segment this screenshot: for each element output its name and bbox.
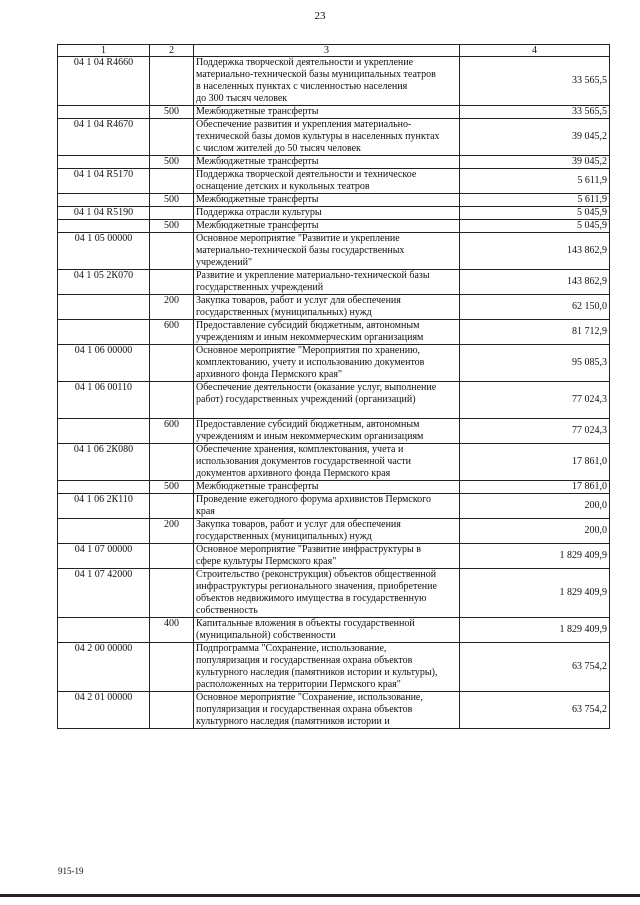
- header-col-2: 2: [150, 45, 194, 57]
- row-expense-type: 600: [150, 419, 194, 444]
- row-expense-type: [150, 444, 194, 481]
- row-description: [194, 207, 460, 220]
- description-line: Строительство (реконструкция) объектов общественной: [196, 569, 437, 580]
- table-row: [58, 57, 610, 106]
- row-amount: 63 754,2: [460, 643, 610, 692]
- table-row: [58, 106, 610, 119]
- table-row: [58, 382, 610, 419]
- row-description: [194, 220, 460, 233]
- table-row: [58, 295, 610, 320]
- row-amount: 62 150,0: [460, 295, 610, 320]
- row-expense-type: 500: [150, 220, 194, 233]
- row-code: [58, 295, 150, 320]
- row-code: 04 2 00 00000: [58, 643, 150, 692]
- description-line: популяризация и государственная охрана объектов: [196, 655, 413, 666]
- description-line: Поддержка творческой деятельности и укрепление: [196, 57, 414, 68]
- row-code: 04 1 06 00000: [58, 345, 150, 382]
- row-description: [194, 481, 460, 494]
- row-amount: 5 611,9: [460, 194, 610, 207]
- row-amount: 77 024,3: [460, 382, 610, 419]
- description-line: Подпрограмма "Сохранение, использование,: [196, 643, 387, 654]
- row-expense-type: [150, 169, 194, 194]
- footer-code: 915-19: [58, 866, 84, 876]
- row-code: [58, 220, 150, 233]
- table-row: [58, 220, 610, 233]
- row-code: 04 1 06 2К080: [58, 444, 150, 481]
- row-expense-type: [150, 57, 194, 106]
- row-expense-type: [150, 207, 194, 220]
- row-expense-type: [150, 270, 194, 295]
- row-code: [58, 156, 150, 169]
- row-code: [58, 320, 150, 345]
- table-body: [58, 57, 610, 729]
- table-row: [58, 194, 610, 207]
- row-expense-type: [150, 494, 194, 519]
- description-line: Основное мероприятие "Развитие инфраструктуры в: [196, 544, 421, 555]
- description-line: работ) государственных учреждений (организаций): [196, 394, 416, 405]
- description-line: культурного наследия (памятников истории и: [196, 716, 390, 727]
- row-amount: 1 829 409,9: [460, 544, 610, 569]
- table-row: [58, 419, 610, 444]
- description-line: архивного фонда Пермского края": [196, 369, 343, 380]
- row-code: [58, 519, 150, 544]
- description-line: Поддержка творческой деятельности и техническое: [196, 169, 417, 180]
- table-row: [58, 345, 610, 382]
- description-line: инфраструктуры регионального значения, приобретение: [196, 581, 437, 592]
- row-expense-type: 500: [150, 106, 194, 119]
- description-line: Предоставление субсидий бюджетным, автономным: [196, 320, 420, 331]
- description-line: Обеспечение деятельности (оказание услуг, выполнение: [196, 382, 437, 393]
- description-line: Межбюджетные трансферты: [196, 220, 319, 231]
- row-description: [194, 156, 460, 169]
- description-line: Межбюджетные трансферты: [196, 156, 319, 167]
- table-row: [58, 444, 610, 481]
- row-amount: 5 045,9: [460, 220, 610, 233]
- row-code: [58, 194, 150, 207]
- description-line: Обеспечение хранения, комплектования, учета и: [196, 444, 404, 455]
- description-line: края: [196, 506, 215, 517]
- row-description: [194, 233, 460, 270]
- description-line: в населенных пунктах с численностью населения: [196, 81, 408, 92]
- description-line: Проведение ежегодного форума архивистов Пермского: [196, 494, 432, 505]
- description-line: использования документов государственной части: [196, 456, 411, 467]
- row-expense-type: 200: [150, 519, 194, 544]
- row-amount: 33 565,5: [460, 106, 610, 119]
- row-amount: 1 829 409,9: [460, 569, 610, 618]
- row-description: [194, 494, 460, 519]
- description-line: до 300 тысяч человек: [196, 93, 288, 104]
- table-row: [58, 233, 610, 270]
- description-line: собственность: [196, 605, 258, 616]
- table-row: [58, 519, 610, 544]
- description-line: Развитие и укрепление материально-технической базы: [196, 270, 430, 281]
- row-code: 04 1 05 2К070: [58, 270, 150, 295]
- row-expense-type: [150, 119, 194, 156]
- table-row: [58, 119, 610, 156]
- row-description: [194, 569, 460, 618]
- row-code: [58, 106, 150, 119]
- row-amount: 1 829 409,9: [460, 618, 610, 643]
- table-row: [58, 156, 610, 169]
- table-row: [58, 618, 610, 643]
- description-line: государственных (муниципальных) нужд: [196, 307, 372, 318]
- row-expense-type: [150, 382, 194, 419]
- row-amount: 17 861,0: [460, 481, 610, 494]
- row-amount: 63 754,2: [460, 692, 610, 729]
- description-line: объектов недвижимого имущества в государственную: [196, 593, 427, 604]
- row-amount: 95 085,3: [460, 345, 610, 382]
- row-expense-type: 200: [150, 295, 194, 320]
- header-col-3: 3: [194, 45, 460, 57]
- description-line: учреждениям и иным некоммерческим организациям: [196, 332, 424, 343]
- description-line: Основное мероприятие "Мероприятия по хранению,: [196, 345, 421, 356]
- row-description: [194, 419, 460, 444]
- row-amount: 17 861,0: [460, 444, 610, 481]
- row-code: 04 1 05 00000: [58, 233, 150, 270]
- description-line: (муниципальной) собственности: [196, 630, 336, 641]
- description-line: технической базы домов культуры в населенных пунктах: [196, 131, 440, 142]
- row-expense-type: [150, 345, 194, 382]
- description-line: Предоставление субсидий бюджетным, автономным: [196, 419, 420, 430]
- row-code: 04 1 04 R4660: [58, 57, 150, 106]
- description-line: государственных (муниципальных) нужд: [196, 531, 372, 542]
- description-line: Основное мероприятие "Сохранение, использование,: [196, 692, 423, 703]
- page-bottom-edge: [0, 894, 640, 897]
- description-line: Межбюджетные трансферты: [196, 106, 319, 117]
- row-code: 04 1 04 R5190: [58, 207, 150, 220]
- table-row: [58, 169, 610, 194]
- row-description: [194, 295, 460, 320]
- row-description: [194, 382, 460, 419]
- table-row: [58, 569, 610, 618]
- row-description: [194, 618, 460, 643]
- header-col-1: 1: [58, 45, 150, 57]
- row-code: [58, 419, 150, 444]
- row-code: [58, 481, 150, 494]
- row-amount: 200,0: [460, 494, 610, 519]
- row-amount: 143 862,9: [460, 270, 610, 295]
- row-amount: 5 045,9: [460, 207, 610, 220]
- row-expense-type: 400: [150, 618, 194, 643]
- row-code: 04 1 07 42000: [58, 569, 150, 618]
- description-line: государственных учреждений: [196, 282, 324, 293]
- row-description: [194, 444, 460, 481]
- row-description: [194, 692, 460, 729]
- table-row: [58, 320, 610, 345]
- row-amount: 81 712,9: [460, 320, 610, 345]
- description-line: учреждениям и иным некоммерческим организациям: [196, 431, 424, 442]
- row-expense-type: 500: [150, 156, 194, 169]
- table-row: [58, 207, 610, 220]
- row-expense-type: [150, 569, 194, 618]
- description-line: Межбюджетные трансферты: [196, 481, 319, 492]
- row-description: [194, 320, 460, 345]
- row-description: [194, 544, 460, 569]
- row-amount: 77 024,3: [460, 419, 610, 444]
- row-expense-type: [150, 544, 194, 569]
- row-amount: 200,0: [460, 519, 610, 544]
- description-line: Межбюджетные трансферты: [196, 194, 319, 205]
- row-description: [194, 519, 460, 544]
- table-row: [58, 692, 610, 729]
- description-line: оснащение детских и кукольных театров: [196, 181, 370, 192]
- row-expense-type: [150, 233, 194, 270]
- row-expense-type: 500: [150, 194, 194, 207]
- description-line: Капитальные вложения в объекты государственной: [196, 618, 415, 629]
- row-amount: 143 862,9: [460, 233, 610, 270]
- description-line: Поддержка отрасли культуры: [196, 207, 322, 218]
- description-line: материально-технической базы государственных: [196, 245, 405, 256]
- description-line: сфере культуры Пермского края": [196, 556, 337, 567]
- row-code: [58, 618, 150, 643]
- row-description: [194, 345, 460, 382]
- description-line: Закупка товаров, работ и услуг для обеспечения: [196, 519, 401, 530]
- table-row: [58, 643, 610, 692]
- row-expense-type: 600: [150, 320, 194, 345]
- row-description: [194, 194, 460, 207]
- description-line: материально-технической базы муниципальных театров: [196, 69, 436, 80]
- description-line: документов архивного фонда Пермского края: [196, 468, 391, 479]
- description-line: Закупка товаров, работ и услуг для обеспечения: [196, 295, 401, 306]
- table-row: [58, 481, 610, 494]
- row-description: [194, 119, 460, 156]
- description-line: культурного наследия (памятников истории и культуры),: [196, 667, 438, 678]
- row-code: 04 1 06 00110: [58, 382, 150, 419]
- row-amount: 5 611,9: [460, 169, 610, 194]
- description-line: [196, 406, 457, 418]
- row-description: [194, 106, 460, 119]
- description-line: с числом жителей до 50 тысяч человек: [196, 143, 361, 154]
- row-amount: 39 045,2: [460, 156, 610, 169]
- description-line: популяризация и государственная охрана объектов: [196, 704, 413, 715]
- description-line: Основное мероприятие "Развитие и укрепление: [196, 233, 400, 244]
- row-code: 04 1 04 R5170: [58, 169, 150, 194]
- header-row: [58, 45, 610, 57]
- description-line: учреждений": [196, 257, 253, 268]
- row-code: 04 1 07 00000: [58, 544, 150, 569]
- row-code: 04 2 01 00000: [58, 692, 150, 729]
- row-code: 04 1 04 R4670: [58, 119, 150, 156]
- description-line: расположенных на территории Пермского края": [196, 679, 401, 690]
- description-line: Обеспечение развития и укрепления материально-: [196, 119, 412, 130]
- budget-table: [57, 44, 610, 729]
- row-description: [194, 169, 460, 194]
- table-row: [58, 544, 610, 569]
- description-line: комплектованию, учету и использованию документов: [196, 357, 425, 368]
- page-number: 23: [314, 10, 326, 22]
- row-description: [194, 643, 460, 692]
- header-col-4: 4: [460, 45, 610, 57]
- row-description: [194, 270, 460, 295]
- table-row: [58, 270, 610, 295]
- row-description: [194, 57, 460, 106]
- row-amount: 33 565,5: [460, 57, 610, 106]
- row-amount: 39 045,2: [460, 119, 610, 156]
- row-code: 04 1 06 2К110: [58, 494, 150, 519]
- row-expense-type: [150, 643, 194, 692]
- table-row: [58, 494, 610, 519]
- row-expense-type: [150, 692, 194, 729]
- row-expense-type: 500: [150, 481, 194, 494]
